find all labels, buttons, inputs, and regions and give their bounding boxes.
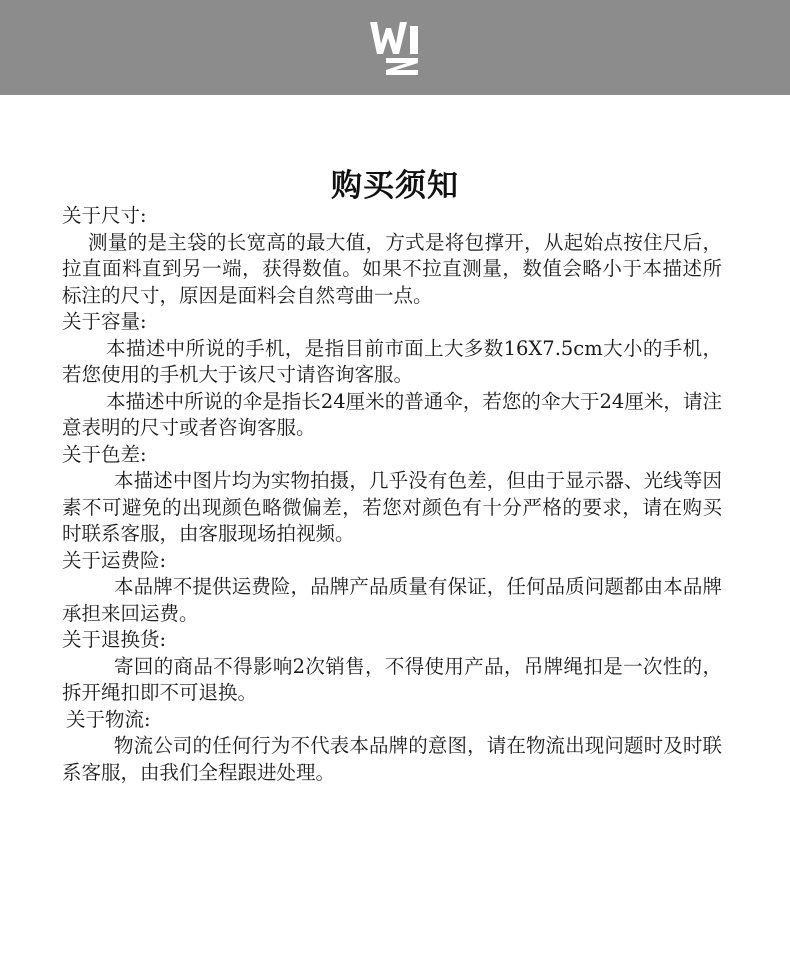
section-heading-logistics: 关于物流: xyxy=(66,707,151,731)
section-heading-shipping-insurance: 关于运费险: xyxy=(62,548,167,572)
page-title: 购买须知 xyxy=(331,168,459,204)
notice-content xyxy=(62,203,722,786)
returns-paragraph: 寄回的商品不得影响2次销售，不得使用产品，吊牌绳扣是一次性的，拆开绳扣即不可退换。 xyxy=(62,654,722,704)
logistics-paragraph: 物流公司的任何行为不代表本品牌的意图，请在物流出现问题时及时联系客服，由我们全程跟进处理。 xyxy=(62,734,722,784)
shipping-insurance-paragraph: 本品牌不提供运费险，品牌产品质量有保证，任何品质问题都由本品牌承担来回运费。 xyxy=(62,575,722,625)
section-heading-capacity: 关于容量: xyxy=(62,310,147,333)
section-heading-size: 关于尺寸: xyxy=(62,204,147,227)
capacity-phone-paragraph: 本描述中所说的手机，是指目前市面上大多数16X7.5cm大小的手机，若您使用的手机大于该尺寸请咨询客服。 xyxy=(62,336,722,386)
section-heading-color: 关于色差: xyxy=(62,442,147,466)
section-heading-returns: 关于退换货: xyxy=(62,628,167,651)
header-bar xyxy=(0,0,790,95)
size-paragraph: 测量的是主袋的长宽高的最大值，方式是将包撑开，从起始点按住尺后，拉直面料直到另一端，获得数值。如果不拉直测量，数值会略小于本描述所标注的尺寸，原因是面料会自然弯曲一点。 xyxy=(62,230,722,307)
color-paragraph: 本描述中图片均为实物拍摄，几乎没有色差，但由于显示器、光线等因素不可避免的出现颜色略微偏差，若您对颜色有十分严格的要求，请在购买时联系客服，由客服现场拍视频。 xyxy=(62,469,722,545)
capacity-umbrella-paragraph: 本描述中所说的伞是指长24厘米的普通伞，若您的伞大于24厘米，请注意表明的尺寸或者咨询客服。 xyxy=(62,389,722,439)
wz-logo-icon xyxy=(366,20,424,76)
